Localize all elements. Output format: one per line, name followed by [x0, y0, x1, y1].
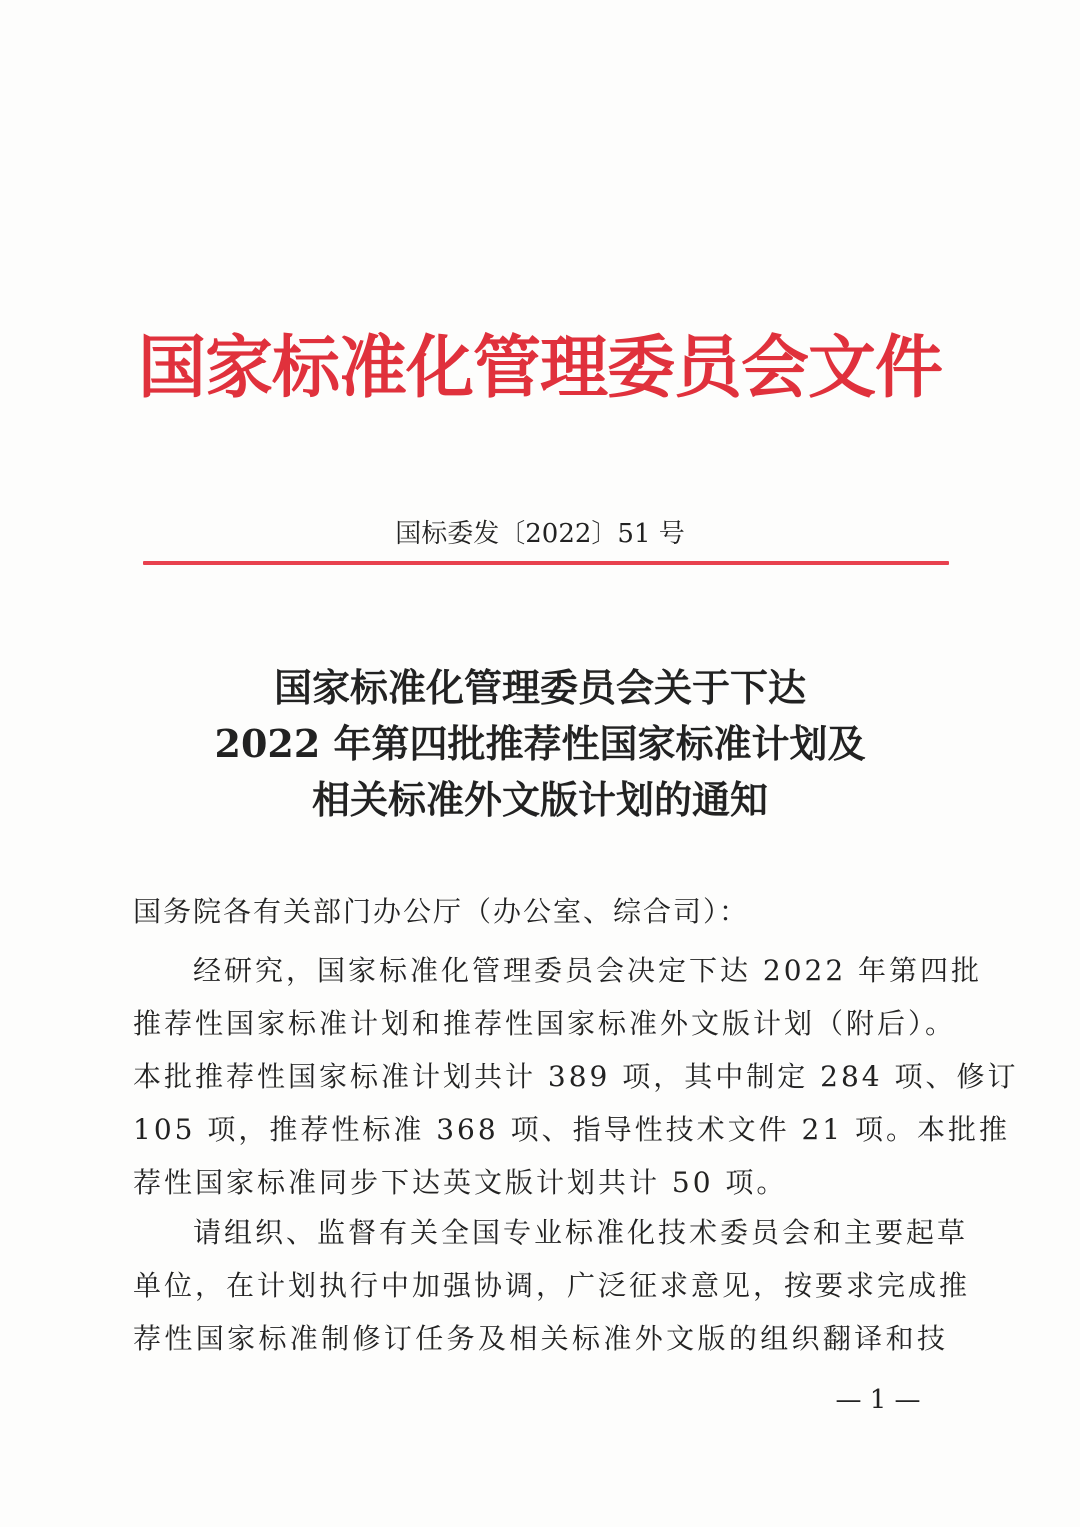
paragraph-line: 本批推荐性国家标准计划共计 389 项，其中制定 284 项、修订 [133, 1060, 1019, 1093]
document-number: 国标委发〔2022〕51 号 [395, 519, 685, 549]
paragraph-line: 荐性国家标准制修订任务及相关标准外文版的组织翻译和技 [133, 1322, 948, 1355]
body-paragraph [133, 1206, 971, 1365]
document-masthead: 国家标准化管理委员会文件 [137, 328, 942, 408]
paragraph-line: 单位，在计划执行中加强协调，广泛征求意见，按要求完成推 [133, 1269, 971, 1302]
red-separator-rule [143, 561, 949, 565]
body-paragraph [133, 944, 1019, 1209]
title-line: 国家标准化管理委员会关于下达 [273, 665, 806, 710]
paragraph-line: 105 项，推荐性标准 368 项、指导性技术文件 21 项。本批推 [133, 1113, 1011, 1146]
title-line: 2022 年第四批推荐性国家标准计划及 [214, 721, 866, 766]
notice-title [0, 660, 1080, 828]
addressee: 国务院各有关部门办公厅（办公室、综合司）： [133, 895, 750, 928]
paragraph-line: 经研究，国家标准化管理委员会决定下达 2022 年第四批 [193, 954, 983, 987]
title-line: 相关标准外文版计划的通知 [311, 777, 768, 822]
paragraph-line: 荐性国家标准同步下达英文版计划共计 50 项。 [133, 1166, 788, 1199]
page-number: — 1 — [835, 1385, 921, 1415]
paragraph-line: 推荐性国家标准计划和推荐性国家标准外文版计划（附后）。 [133, 1007, 957, 1040]
paragraph-line: 请组织、监督有关全国专业标准化技术委员会和主要起草 [193, 1216, 969, 1249]
